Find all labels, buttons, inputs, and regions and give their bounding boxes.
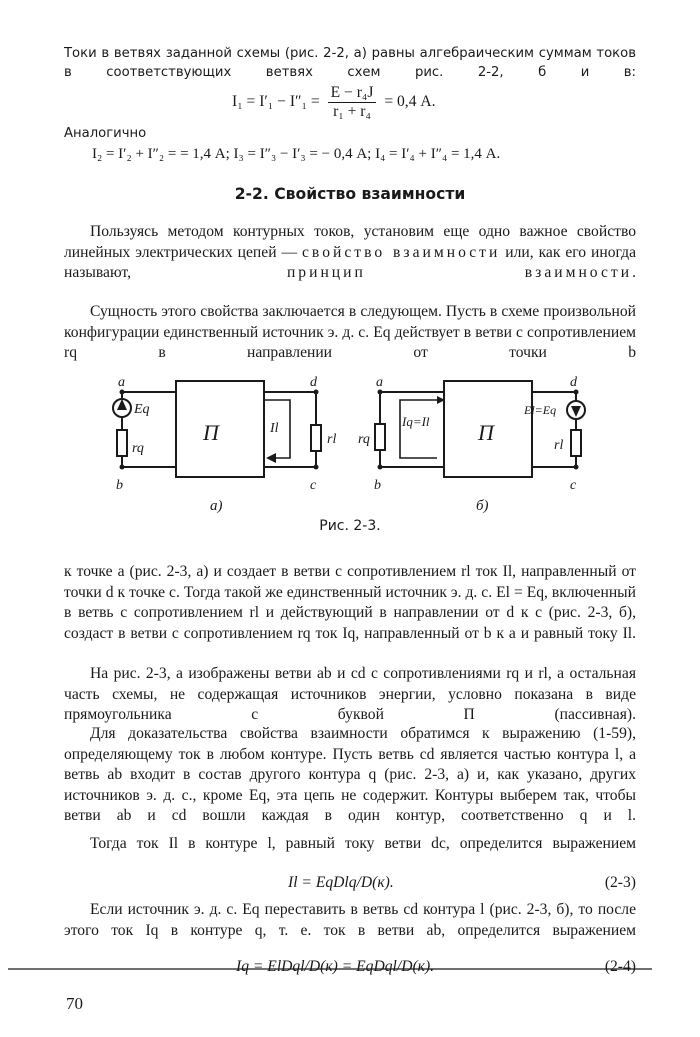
node-a-b: a (376, 375, 383, 390)
equation-i1: I₁ = I′₁ − I″₁ = $\frac{\text{E − r₄J}}{\text{r₁ + r₄}}$ = 0,4 А. (232, 84, 436, 120)
box-label-a: П (203, 420, 219, 445)
label-rq-b: rq (358, 432, 370, 447)
subfig-b-label: б) (476, 498, 489, 514)
resistor-rl-a (311, 425, 321, 451)
paragraph-fig-desc: к точке a (рис. 2-3, а) и создает в ветви с сопротивлением rl ток Il, направленный от точки d к точке c. Тогда такой же единственный источник э. д. с. El = Eq, включенный в ветвь с сопротивлением rl и действующий в направлении от d к c (рис. 2-3, б), создаст в ветви с сопротивлением rq ток Iq, направленный от b к a и равный току Il. (64, 563, 636, 642)
paragraph-proof: Для доказательства свойства взаимности обратимся к выражению (1-59), определяющему ток в любом контуре. Пусть ветвь cd является частью контура l, а ветвь ab входит в состав другого контура q (рис. 2-3, а) и, как указано, других источников э. д. с., кроме Eq, эта цепь не содержит. Контуры выберем так, чтобы ветви ab и cd вошли каждая в один контур, соответственно q и l. (64, 725, 636, 824)
section-heading: 2-2. Свойство взаимности (234, 185, 466, 203)
passive-box-a (176, 381, 264, 477)
node-d-a: d (310, 375, 317, 390)
label-rl-b: rl (554, 438, 564, 453)
paragraph-essence: Сущность этого свойства заключается в следующем. Пусть в схеме произвольной конфигурации единственный источник э. д. с. Eq действует в ветви с сопротивлением rq в направлении от точки b (64, 303, 636, 361)
subfig-a-label: а) (210, 498, 223, 514)
paragraph-branches: На рис. 2-3, а изображены ветви ab и cd с сопротивлениями rq и rl, а остальная часть схемы, не содержащая источников энергии, условно показана в виде прямоугольника с буквой П (пассивная). (64, 665, 636, 723)
node-b-a: b (116, 478, 123, 493)
node-d-b: d (570, 375, 577, 390)
intro-paragraph: Токи в ветвях заданной схемы (рис. 2-2, а) равны алгебраическим суммам токов в соответствующих ветвях схем рис. 2-2, б и в: (64, 46, 636, 80)
current-arrow-a (266, 453, 276, 463)
label-iq-b: Iq=Il (402, 414, 430, 429)
node-b-b: b (374, 478, 381, 493)
label-eq-a: Eq (134, 402, 150, 417)
equation-number-2-3: (2-3) (604, 874, 636, 891)
node-a-a: a (118, 375, 125, 390)
fraction: $\frac{\text{E − r₄J}}{\text{r₁ + r₄}}$ (328, 84, 377, 121)
paragraph-current-il: Тогда ток Il в контуре l, равный току ветви dc, определится выражением (90, 835, 636, 852)
resistor-rq-b (375, 424, 385, 450)
equation-number-2-4: (2-4) (604, 958, 636, 975)
label-el-b: El=Eq (524, 403, 557, 417)
resistor-rq-a (117, 430, 127, 456)
label-rq-a: rq (132, 441, 144, 456)
node-c-b: c (570, 478, 577, 493)
label-il-a: Il (270, 421, 279, 436)
equation-2-3: Il = EqDlq/D(к). (288, 874, 394, 891)
paragraph-move-source: Если источник э. д. с. Eq переставить в ветвь cd контура l (рис. 2-3, б), то после этого ток Iq в контуре q, т. е. ток в ветви ab, определится выражением (64, 901, 636, 939)
paragraph-reciprocity: Пользуясь методом контурных токов, установим еще одно важное свойство линейных электрических цепей — свойство взаимности или, как его иногда называют, принцип взаимности. (64, 223, 636, 281)
analog-label: Аналогично (64, 126, 147, 141)
source-b-arrow (571, 406, 581, 417)
equation-i2-i4: I₂ = I′₂ + I″₂ = = 1,4 А; I₃ = I″₃ − I′₃ = − 0,4 А; I₄ = I′₄ + I″₄ = 1,4 А. (92, 146, 501, 162)
label-rl-a: rl (327, 432, 337, 447)
figure-caption: Рис. 2-3. (319, 518, 381, 534)
page-number: 70 (66, 994, 83, 1013)
box-label-b: П (478, 420, 494, 445)
resistor-rl-b (571, 430, 581, 456)
node-c-a: c (310, 478, 317, 493)
equation-2-4: Iq = ElDql/D(к) = EqDql/D(к). (236, 958, 435, 975)
